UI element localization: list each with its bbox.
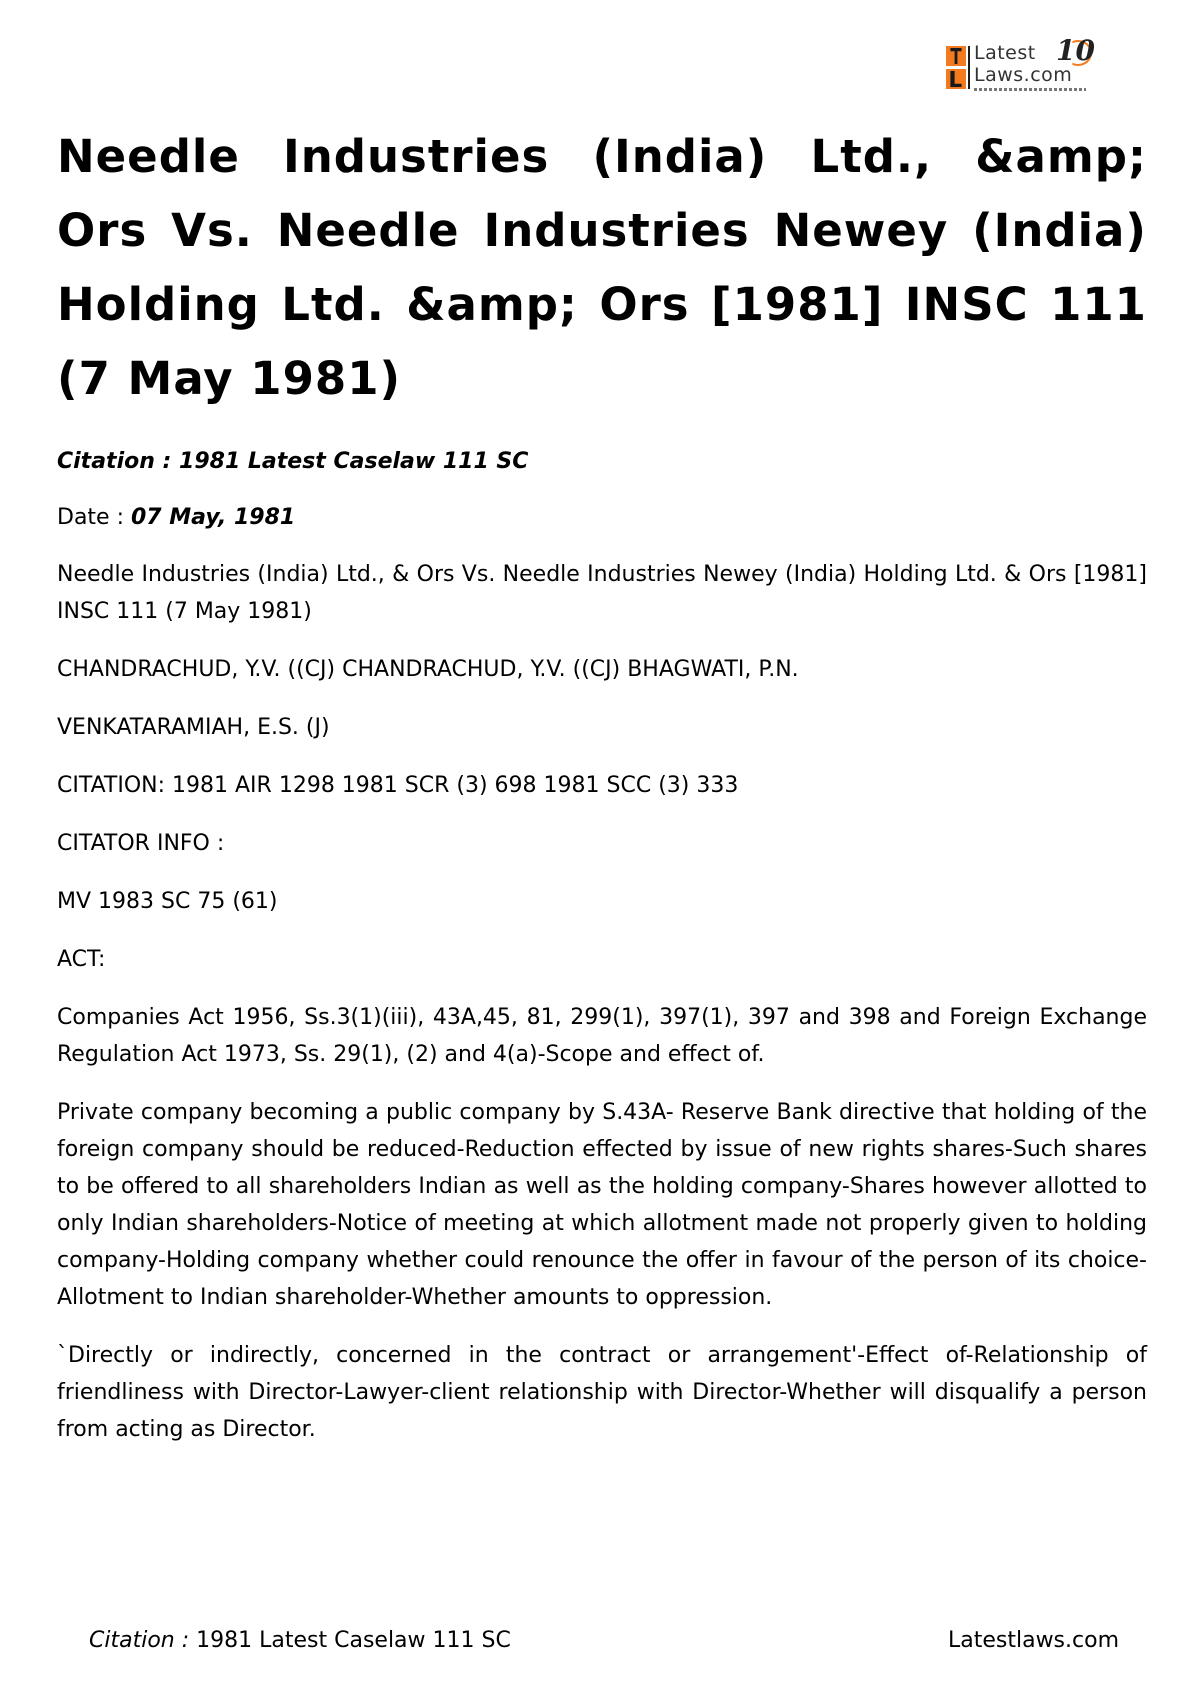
page-title: Needle Industries (India) Ltd., &amp; Ors Vs. Needle Industries Newey (India) Holding Ltd. &amp; Ors [1981] INSC 111 (7 May 1981): [57, 130, 1147, 405]
case-title-paragraph: Needle Industries (India) Ltd., & Ors Vs. Needle Industries Newey (India) Holding Ltd. & Ors [1981] INSC 111 (7 May 1981): [57, 562, 1147, 624]
logo-tagline: [974, 88, 1086, 91]
act-paragraph: Companies Act 1956, Ss.3(1)(iii), 43A,45, 81, 299(1), 397(1), 397 and 398 and Foreign Exchange Regulation Act 1973, Ss. 29(1), (2) and 4(a)-Scope and effect of.: [57, 1005, 1147, 1067]
date-line: [57, 504, 1147, 532]
logo-mark-icon: [946, 46, 966, 90]
citation-value: 1981 Latest Caselaw 111 SC: [179, 449, 529, 474]
footer-citation-label: Citation :: [89, 1628, 190, 1653]
bench-paragraph-2: VENKATARAMIAH, E.S. (J): [57, 715, 330, 740]
citation-paragraph: CITATION: 1981 AIR 1298 1981 SCR (3) 698 1981 SCC (3) 333: [57, 773, 739, 798]
citation-label: Citation :: [57, 449, 172, 474]
citator-info-value: MV 1983 SC 75 (61): [57, 889, 278, 914]
headnote-paragraph-2: `Directly or indirectly, concerned in the contract or arrangement'-Effect of-Relationship of friendliness with Director-Lawyer-client relationship with Director-Whether will disqualify a person from acting as Director.: [57, 1343, 1147, 1442]
bench-paragraph: CHANDRACHUD, Y.V. ((CJ) CHANDRACHUD, Y.V. ((CJ) BHAGWATI, P.N.: [57, 657, 799, 682]
citation-line: [57, 448, 1147, 476]
latestlaws-logo: [946, 34, 1106, 100]
citator-info-heading: CITATOR INFO :: [57, 831, 225, 856]
footer-citation-value: 1981 Latest Caselaw 111 SC: [196, 1628, 511, 1653]
logo-line-1: Latest: [974, 42, 1036, 64]
footer-citation: [89, 1627, 511, 1655]
footer-site: Latestlaws.com: [947, 1628, 1119, 1653]
document-body: [57, 120, 1147, 1448]
date-label: Date :: [57, 505, 124, 530]
logo-badge: 10: [1056, 34, 1095, 67]
logo-line-2: Laws.com: [974, 64, 1073, 86]
headnote-paragraph-1: Private company becoming a public company by S.43A- Reserve Bank directive that holding of the foreign company should be reduced-Reduction effected by issue of new rights shares-Such shares to be offered to all shareholders Indian as well as the holding company-Shares however allotted to only Indian shareholders-Notice of meeting at which allotment made not properly given to holding company-Holding company whether could renounce the offer in favour of the person of its choice-Allotment to Indian shareholder-Whether amounts to oppression.: [57, 1100, 1147, 1310]
date-value: 07 May, 1981: [131, 505, 296, 530]
act-heading: ACT:: [57, 947, 106, 972]
